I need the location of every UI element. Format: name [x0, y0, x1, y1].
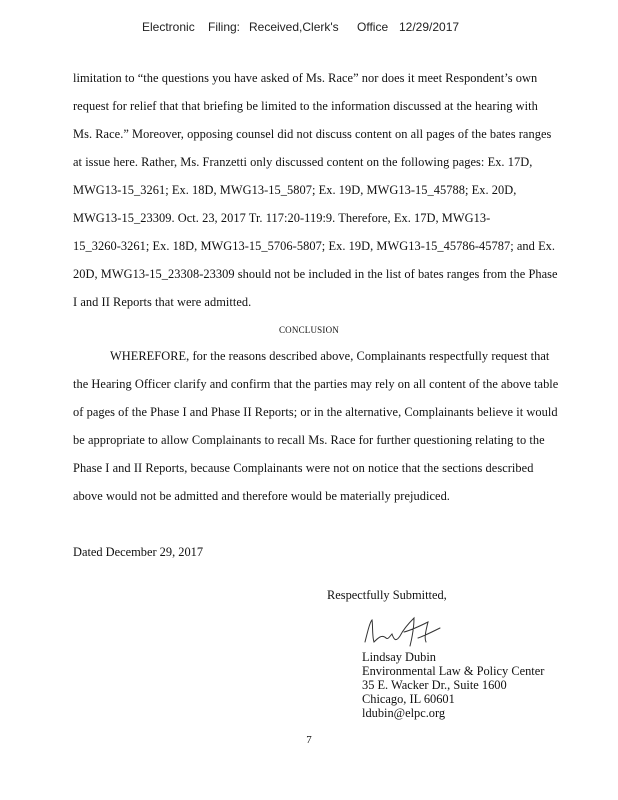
signer-email: ldubin@elpc.org: [362, 706, 446, 720]
body-line: at issue here. Rather, Ms. Franzetti only discussed content on the following pages: Ex. 17D,: [73, 155, 533, 169]
signer-address-line-1: 35 E. Wacker Dr., Suite 1600: [362, 678, 507, 692]
signature-block: [362, 650, 544, 720]
conclusion-line: of pages of the Phase I and Phase II Reports; or in the alternative, Complainants believe it would: [73, 405, 558, 419]
header-received: Received,Clerk's: [249, 20, 339, 34]
body-line: I and II Reports that were admitted.: [73, 295, 252, 309]
body-line: limitation to “the questions you have asked of Ms. Race” nor does it meet Respondent’s own: [73, 71, 538, 85]
header-filing: Filing:: [208, 20, 241, 34]
header-electronic: Electronic: [142, 20, 195, 34]
conclusion-line: the Hearing Officer clarify and confirm that the parties may rely on all content of the above table: [73, 377, 559, 391]
body-line: 15_3260-3261; Ex. 18D, MWG13-15_5706-5807; Ex. 19D, MWG13-15_45786-45787; and Ex.: [73, 239, 556, 253]
conclusion-line: WHEREFORE, for the reasons described above, Complainants respectfully request that: [110, 349, 550, 363]
signer-address-line-2: Chicago, IL 60601: [362, 692, 455, 706]
page-number: 7: [306, 734, 312, 746]
handwritten-signature: [360, 612, 450, 652]
closing-line: Respectfully Submitted,: [327, 588, 447, 602]
signer-organization: Environmental Law & Policy Center: [362, 664, 545, 678]
body-line: MWG13-15_3261; Ex. 18D, MWG13-15_5807; Ex. 19D, MWG13-15_45788; Ex. 20D,: [73, 183, 517, 197]
body-line: MWG13-15_23309. Oct. 23, 2017 Tr. 117:20-119:9. Therefore, Ex. 17D, MWG13-: [73, 211, 491, 225]
body-line: Ms. Race.” Moreover, opposing counsel did not discuss content on all pages of the bates ranges: [73, 127, 552, 141]
body-line: request for relief that that briefing be limited to the information discussed at the hearing with: [73, 99, 538, 113]
conclusion-line: Phase I and II Reports, because Complainants were not on notice that the sections described: [73, 461, 534, 475]
header-date: 12/29/2017: [399, 20, 460, 34]
conclusion-line: be appropriate to allow Complainants to recall Ms. Race for further questioning relating to the: [73, 433, 545, 447]
dated-line: Dated December 29, 2017: [73, 545, 204, 559]
conclusion-line: above would not be admitted and therefore would be materially prejudiced.: [73, 489, 450, 503]
section-heading-conclusion: CONCLUSION: [278, 325, 339, 335]
header-office: Office: [357, 20, 389, 34]
body-line: 20D, MWG13-15_23308-23309 should not be included in the list of bates ranges from the Phase: [73, 267, 558, 281]
signer-name: Lindsay Dubin: [362, 650, 436, 664]
